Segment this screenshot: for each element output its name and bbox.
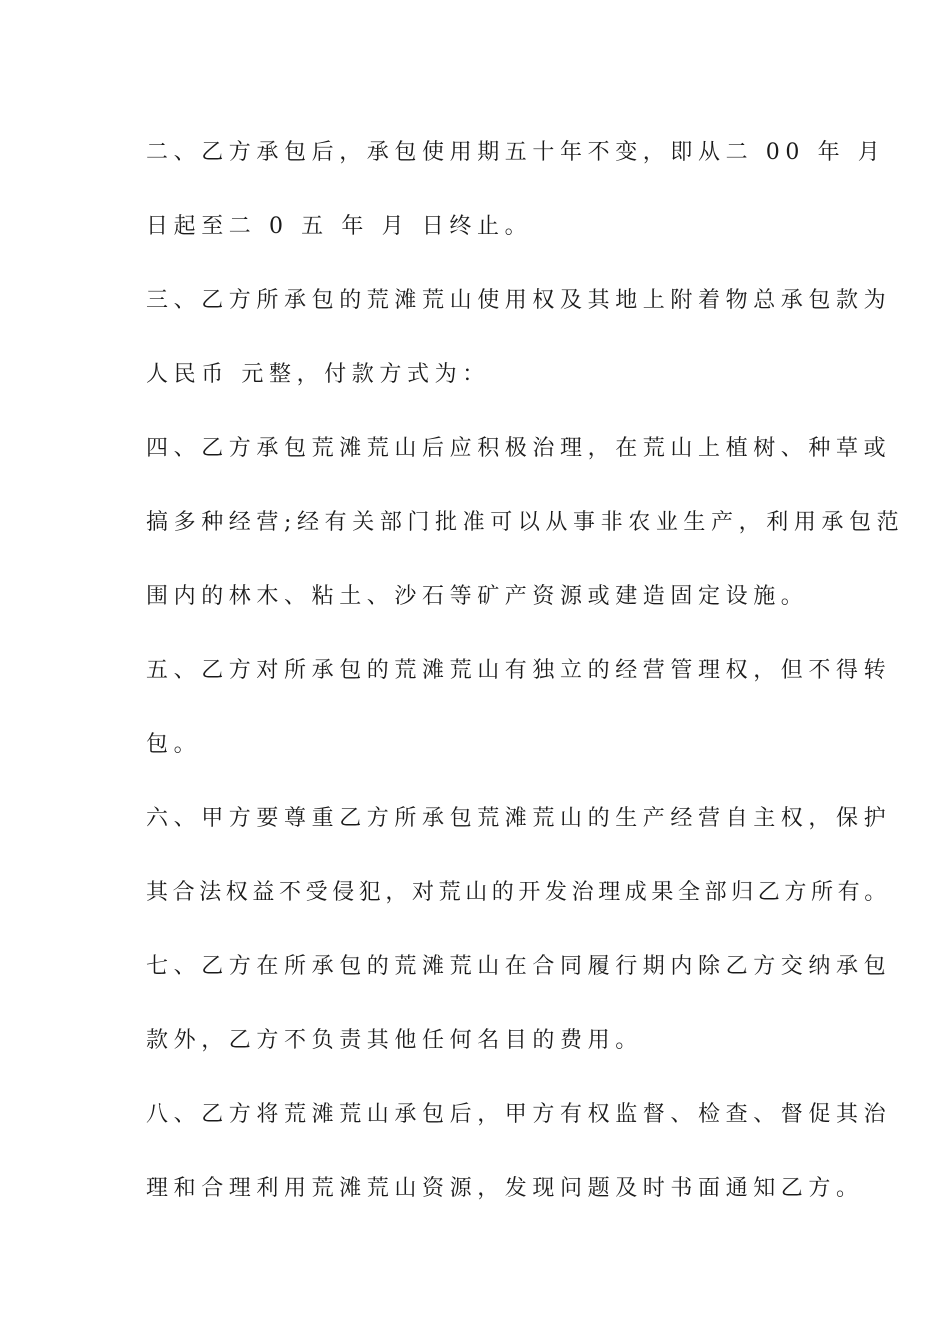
clause-3-line-2: 人民币 元整，付款方式为： <box>146 362 490 387</box>
clause-3-line-1: 三、乙方所承包的荒滩荒山使用权及其地上附着物总承包款为 <box>146 288 892 313</box>
clause-6-line-2: 其合法权益不受侵犯，对荒山的开发治理成果全部归乙方所有。 <box>146 880 891 905</box>
clause-6-line-1: 六、甲方要尊重乙方所承包荒滩荒山的生产经营自主权，保护 <box>146 806 892 831</box>
clause-7-line-1: 七、乙方在所承包的荒滩荒山在合同履行期内除乙方交纳承包 <box>146 954 892 979</box>
clause-7-line-2: 款外，乙方不负责其他任何名目的费用。 <box>146 1028 643 1053</box>
clause-2-line-1: 二、乙方承包后，承包使用期五十年不变，即从二 00 年 月 <box>146 140 886 165</box>
clause-4-line-1: 四、乙方承包荒滩荒山后应积极治理，在荒山上植树、种草或 <box>146 436 892 461</box>
clause-2-line-2: 日起至二 0 五 年 月 日终止。 <box>146 214 533 239</box>
clause-4-line-2: 搞多种经营;经有关部门批准可以从事非农业生产，利用承包范 <box>146 510 905 535</box>
clause-5-line-2: 包。 <box>146 732 202 757</box>
clause-4-line-3: 围内的林木、粘土、沙石等矿产资源或建造固定设施。 <box>146 584 809 609</box>
clause-8-line-2: 理和合理利用荒滩荒山资源，发现问题及时书面通知乙方。 <box>146 1176 864 1201</box>
clause-8-line-1: 八、乙方将荒滩荒山承包后，甲方有权监督、检查、督促其治 <box>146 1102 892 1127</box>
clause-5-line-1: 五、乙方对所承包的荒滩荒山有独立的经营管理权，但不得转 <box>146 658 892 683</box>
